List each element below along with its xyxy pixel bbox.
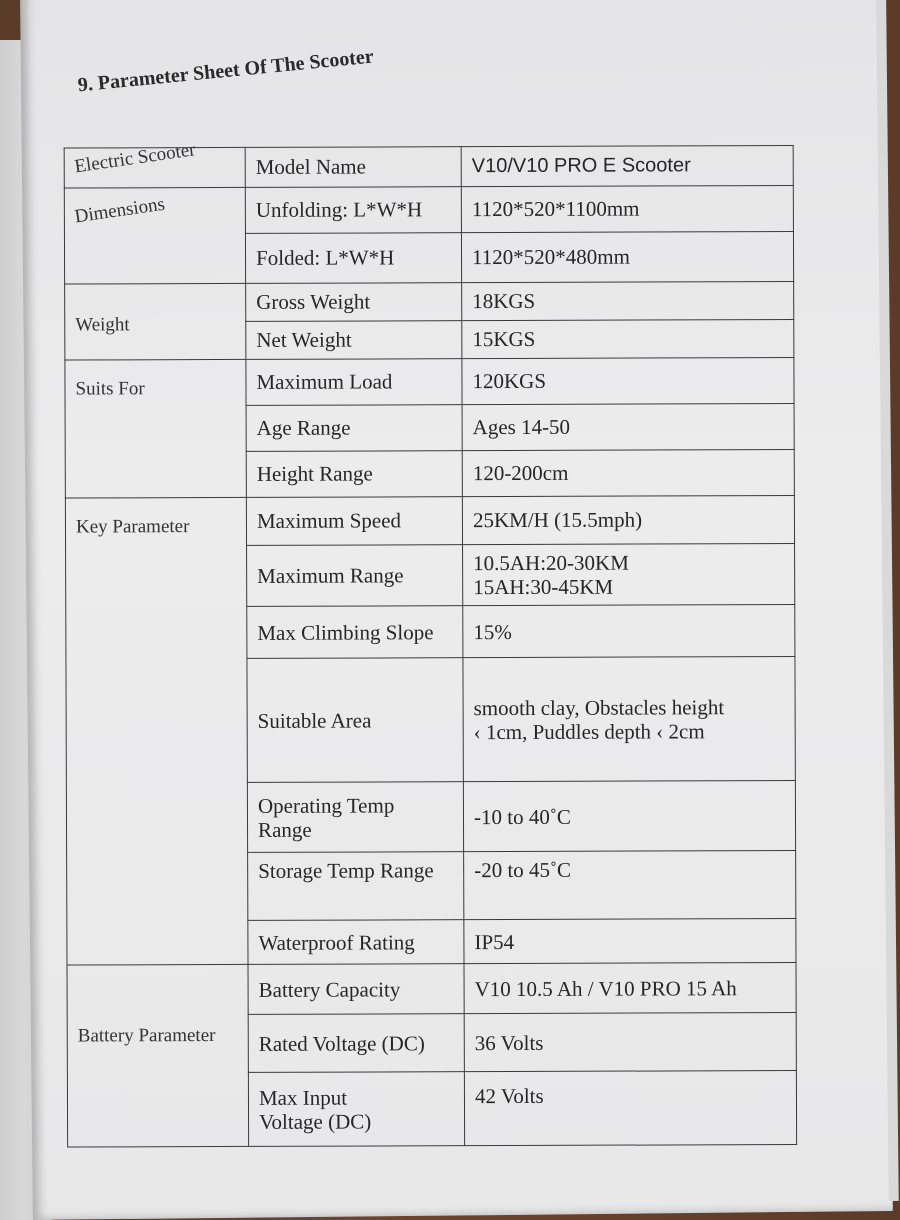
param-cell: Folded: L*W*H	[245, 233, 461, 284]
value-cell: 15%	[463, 605, 795, 658]
value-cell: 25KM/H (15.5mph)	[462, 496, 794, 545]
value-cell: Ages 14-50	[462, 404, 794, 451]
value-cell: 120-200cm	[462, 450, 794, 497]
parameter-table	[64, 139, 797, 1148]
param-line: Operating Temp	[257, 793, 395, 818]
category-label: Battery Parameter	[77, 1025, 216, 1047]
param-cell: Max Climbing Slope	[247, 606, 463, 659]
category-label: Key Parameter	[75, 516, 190, 538]
value-cell: V10 10.5 Ah / V10 PRO 15 Ah	[464, 963, 796, 1014]
category-label: Weight	[75, 314, 130, 336]
param-line: Range	[257, 817, 312, 842]
param-line: Max Input	[258, 1085, 348, 1110]
category-cell	[65, 283, 246, 360]
value-line: 10.5AH:20-30KM	[473, 550, 629, 576]
value-cell: 36 Volts	[464, 1013, 796, 1072]
param-cell: Age Range	[246, 405, 462, 452]
param-cell: Maximum Speed	[246, 497, 462, 546]
table-row	[65, 358, 794, 407]
table-row	[65, 496, 794, 547]
value-cell: 1120*520*1100mm	[461, 186, 793, 233]
value-cell	[463, 544, 795, 606]
param-cell: Maximum Range	[247, 545, 463, 607]
value-cell: V10/V10 PRO E Scooter	[461, 146, 793, 187]
table-row	[64, 146, 793, 189]
value-cell: IP54	[464, 919, 796, 964]
manual-page	[20, 0, 893, 1220]
section-heading: 9. Parameter Sheet Of The Scooter	[76, 45, 375, 97]
value-cell: 120KGS	[462, 358, 794, 405]
value-line: 15AH:30-45KM	[473, 574, 614, 600]
table-row	[65, 282, 794, 323]
value-cell: 42 Volts	[464, 1071, 796, 1146]
param-cell: Model Name	[245, 147, 461, 188]
value-cell: 18KGS	[462, 282, 794, 321]
category-cell	[64, 187, 245, 284]
category-label: Dimensions	[73, 193, 167, 228]
category-label: Suits For	[75, 378, 145, 400]
category-cell	[65, 497, 248, 965]
param-line: Voltage (DC)	[259, 1109, 372, 1134]
value-line: smooth clay, Obstacles height	[473, 694, 725, 720]
param-cell	[247, 782, 463, 853]
param-cell: Gross Weight	[246, 283, 462, 322]
param-cell: Battery Capacity	[248, 964, 464, 1015]
param-cell	[248, 1072, 464, 1147]
param-cell: Storage Temp Range	[248, 852, 464, 921]
page-stack-edge	[876, 0, 899, 1201]
param-cell: Height Range	[246, 451, 462, 498]
param-cell: Suitable Area	[247, 658, 463, 783]
category-cell	[64, 139, 245, 188]
category-cell	[67, 965, 249, 1148]
value-cell: -10 to 40˚C	[463, 781, 795, 852]
param-cell: Net Weight	[246, 321, 462, 360]
value-cell: -20 to 45˚C	[464, 851, 796, 920]
table-row	[64, 186, 793, 235]
param-cell: Waterproof Rating	[248, 920, 464, 965]
param-cell: Unfolding: L*W*H	[245, 187, 461, 234]
value-line: ‹ 1cm, Puddles depth ‹ 2cm	[473, 719, 705, 744]
table-row	[67, 963, 796, 1016]
param-cell: Rated Voltage (DC)	[248, 1014, 464, 1073]
category-cell	[65, 359, 246, 498]
category-label: Electric Scooter	[73, 139, 197, 178]
param-cell: Maximum Load	[246, 359, 462, 406]
value-cell	[463, 657, 795, 782]
value-cell: 15KGS	[462, 320, 794, 359]
value-cell: 1120*520*480mm	[461, 232, 793, 283]
